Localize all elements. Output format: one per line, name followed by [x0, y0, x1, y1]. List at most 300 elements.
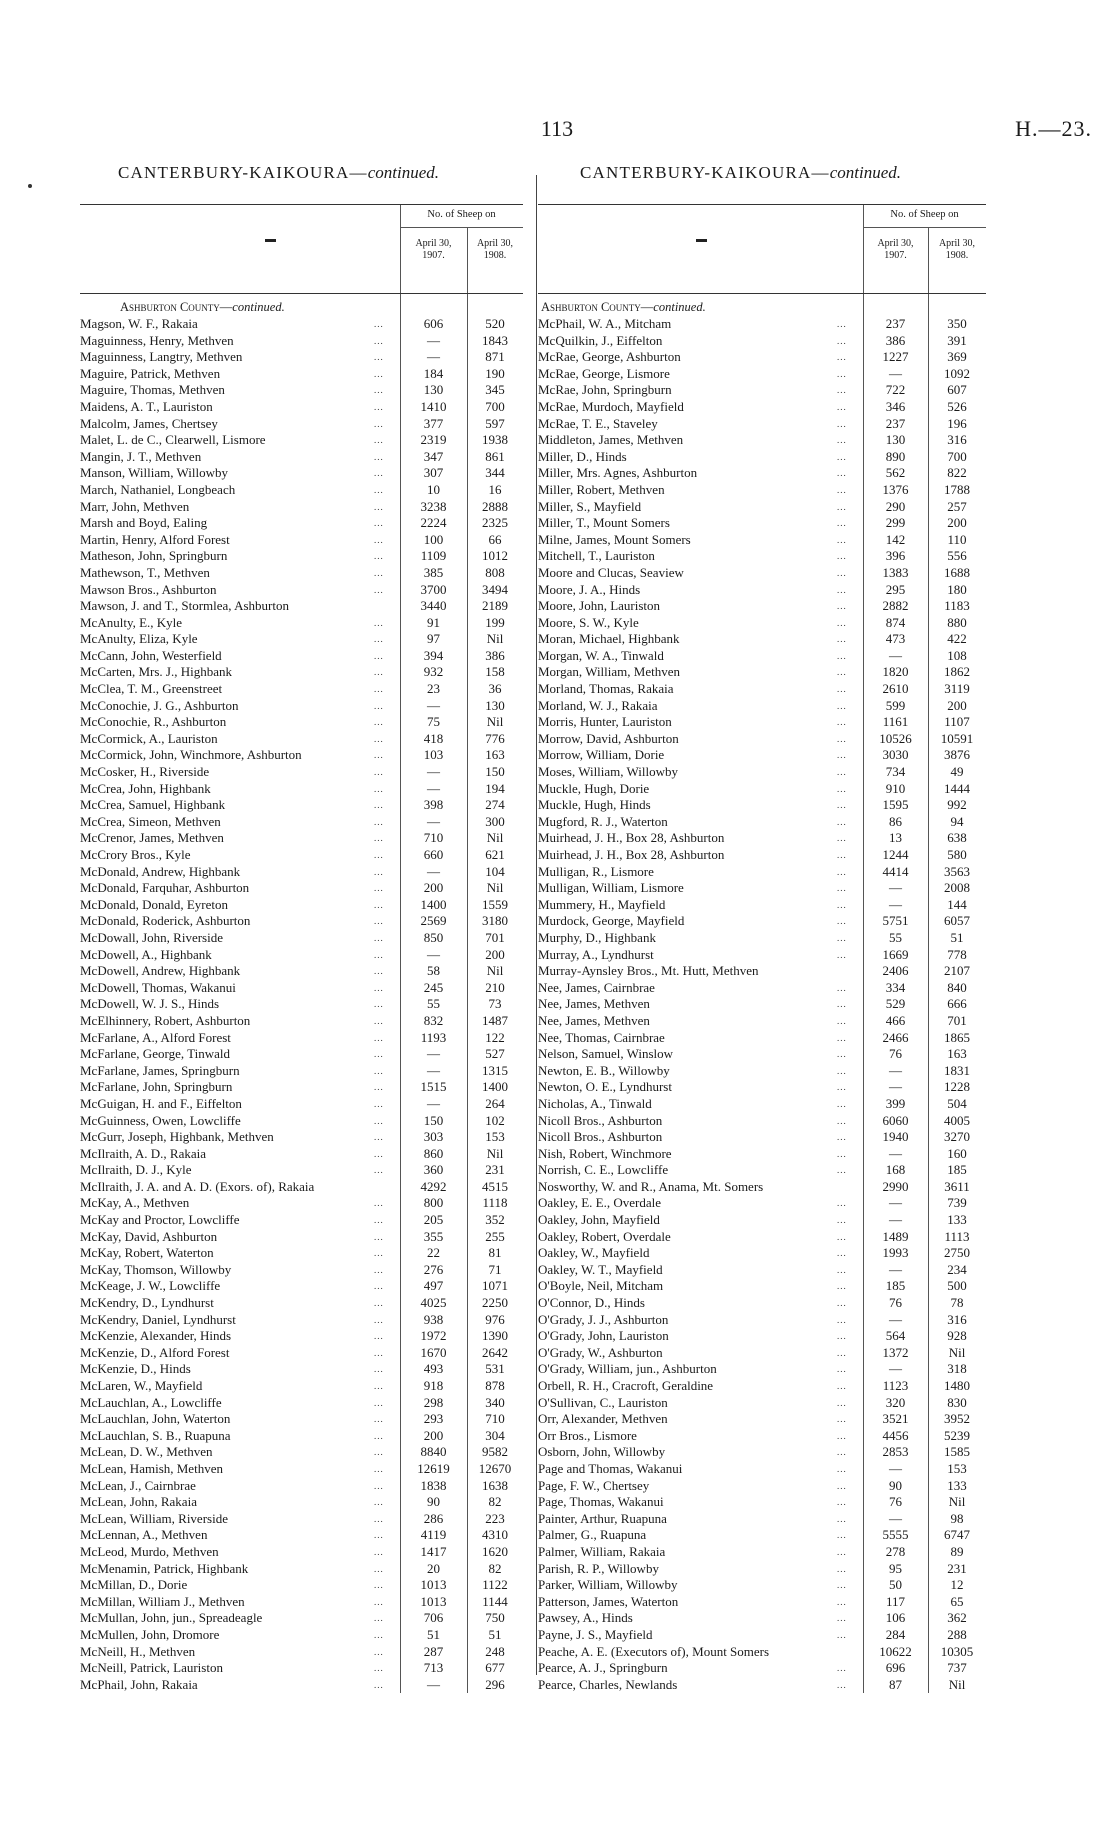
table-row	[80, 1030, 523, 1047]
sheep-1907: —	[889, 1311, 902, 1327]
leader-dots: ...	[837, 634, 847, 645]
sheep-1908: 144	[947, 896, 967, 912]
sheep-1907: 1838	[420, 1477, 447, 1493]
leader-dots: ...	[374, 518, 384, 529]
table-row	[538, 1395, 986, 1412]
sheep-1908: 200	[947, 515, 967, 531]
sheep-1907: 1013	[420, 1577, 447, 1593]
holder-name: Nicholas, A., Tinwald	[538, 1095, 652, 1111]
leader-dots: ...	[837, 932, 847, 943]
sheep-1908: 677	[485, 1660, 505, 1676]
leader-dots: ...	[837, 667, 847, 678]
table-row	[538, 382, 986, 399]
sheep-1908: 210	[485, 979, 505, 995]
leader-dots: ...	[374, 700, 384, 711]
holder-name: Matheson, John, Springburn	[80, 548, 228, 564]
sheep-1908: 82	[488, 1560, 502, 1576]
leader-dots: ...	[837, 1281, 847, 1292]
leader-dots: ...	[837, 1314, 847, 1325]
sheep-1907: 4292	[420, 1178, 447, 1194]
sheep-1908: 1865	[944, 1029, 970, 1045]
leader-dots: ...	[837, 1132, 847, 1143]
holder-name: McKenzie, D., Alford Forest	[80, 1344, 230, 1360]
leader-dots: ...	[374, 866, 384, 877]
sheep-1907: 22	[427, 1245, 440, 1261]
sheep-1907: 2610	[882, 681, 909, 697]
right-header-sheep: No. of Sheep on	[890, 209, 959, 220]
holder-name: Miller, Mrs. Agnes, Ashburton	[538, 465, 698, 481]
sheep-1907: 200	[423, 880, 444, 896]
sheep-1907: 293	[423, 1411, 444, 1427]
sheep-1907: 346	[885, 398, 906, 414]
leader-dots: ...	[374, 1264, 384, 1275]
leader-dots: ...	[374, 1497, 384, 1508]
holder-name: Newton, O. E., Lyndhurst	[538, 1079, 672, 1095]
table-row	[80, 1411, 523, 1428]
sheep-1907: 55	[427, 996, 440, 1012]
sheep-1908: 158	[485, 664, 505, 680]
holder-name: McLean, Hamish, Methven	[80, 1460, 223, 1476]
sheep-1907: 299	[885, 515, 906, 531]
sheep-1908: 12670	[478, 1460, 512, 1476]
sheep-1907: 286	[423, 1510, 444, 1526]
table-row	[538, 465, 986, 482]
sheep-1907: 3521	[882, 1411, 909, 1427]
holder-name: Oakley, John, Mayfield	[538, 1212, 660, 1228]
sheep-1907: 20	[427, 1560, 440, 1576]
leader-dots: ...	[837, 1231, 847, 1242]
sheep-1907: 347	[423, 448, 444, 464]
leader-dots: ...	[374, 883, 384, 894]
table-row	[80, 830, 523, 847]
sheep-1907: —	[889, 880, 902, 896]
table-row	[80, 532, 523, 549]
holder-name: McDonald, Andrew, Highbank	[80, 863, 241, 879]
leader-dots: ...	[837, 717, 847, 728]
sheep-1908: 1144	[482, 1593, 508, 1609]
leader-dots: ...	[837, 783, 847, 794]
holder-name: Payne, J. S., Mayfield	[538, 1626, 653, 1642]
sheep-1908: 2008	[944, 880, 970, 896]
leader-dots: ...	[837, 1546, 847, 1557]
table-row	[80, 714, 523, 731]
holder-name: Mugford, R. J., Waterton	[538, 813, 668, 829]
table-row	[538, 615, 986, 632]
sheep-1908: 345	[485, 382, 505, 398]
holder-name: O'Grady, J. J., Ashburton	[538, 1311, 669, 1327]
table-row	[80, 548, 523, 565]
sheep-1908: 163	[485, 747, 505, 763]
leader-dots: ...	[837, 1298, 847, 1309]
holder-name: Manson, William, Willowby	[80, 465, 228, 481]
table-row	[538, 648, 986, 665]
sheep-1908: 352	[485, 1212, 505, 1228]
table-row	[80, 1312, 523, 1329]
holder-name: McDonald, Farquhar, Ashburton	[80, 880, 250, 896]
table-row	[80, 565, 523, 582]
sheep-1907: 355	[423, 1228, 444, 1244]
sheep-1908: 808	[485, 564, 505, 580]
sheep-1908: 527	[485, 1046, 505, 1062]
holder-name: McDowell, W. J. S., Hinds	[80, 996, 220, 1012]
sheep-1908: 4310	[482, 1527, 508, 1543]
sheep-1907: 2853	[882, 1444, 909, 1460]
holder-name: McGuinness, Owen, Lowcliffe	[80, 1112, 241, 1128]
sheep-1908: 1843	[482, 332, 508, 348]
right-subheading-main: Ashburton County—	[541, 300, 654, 314]
sheep-1908: 976	[485, 1311, 505, 1327]
sheep-1907: —	[889, 365, 902, 381]
holder-name: McDowall, John, Riverside	[80, 929, 223, 945]
sheep-1907: 2882	[882, 598, 909, 614]
table-row	[538, 880, 986, 897]
holder-name: Malet, L. de C., Clearwell, Lismore	[80, 432, 266, 448]
holder-name: Orr, Alexander, Methven	[538, 1411, 668, 1427]
leader-dots: ...	[837, 1629, 847, 1640]
leader-dots: ...	[837, 418, 847, 429]
holder-name: Muckle, Hugh, Hinds	[538, 797, 651, 813]
sheep-1907: 1670	[420, 1344, 447, 1360]
leader-dots: ...	[837, 1248, 847, 1259]
table-row	[538, 1113, 986, 1130]
sheep-1908: 104	[485, 863, 505, 879]
sheep-1908: 200	[485, 946, 505, 962]
sheep-1907: 10	[427, 481, 440, 497]
leader-dots: ...	[837, 1065, 847, 1076]
leader-dots: ...	[374, 1646, 384, 1657]
sheep-1907: —	[427, 1676, 440, 1692]
sheep-1907: 1972	[420, 1328, 447, 1344]
holder-name: McIlraith, A. D., Rakaia	[80, 1145, 206, 1161]
leader-dots: ...	[374, 617, 384, 628]
table-row	[538, 1295, 986, 1312]
holder-name: March, Nathaniel, Longbeach	[80, 481, 236, 497]
holder-name: Maidens, A. T., Lauriston	[80, 398, 213, 414]
sheep-1908: 12	[950, 1577, 964, 1593]
left-table-body	[80, 294, 523, 1693]
table-row	[80, 1079, 523, 1096]
sheep-1908: 130	[485, 697, 505, 713]
leader-dots: ...	[374, 1015, 384, 1026]
sheep-1908: 1390	[482, 1328, 508, 1344]
table-row	[538, 449, 986, 466]
holder-name: Moore, J. A., Hinds	[538, 581, 641, 597]
left-header-year-2: April 30, 1908.	[476, 238, 514, 261]
holder-name: Moses, William, Willowby	[538, 764, 679, 780]
holder-name: Nee, Thomas, Cairnbrae	[538, 1029, 665, 1045]
table-row	[538, 1511, 986, 1528]
sheep-1907: 918	[423, 1378, 444, 1393]
holder-name: Mummery, H., Mayfield	[538, 896, 666, 912]
table-row	[538, 366, 986, 383]
table-row	[80, 1013, 523, 1030]
leader-dots: ...	[374, 1629, 384, 1640]
sheep-1908: 344	[485, 465, 505, 481]
right-heading	[580, 163, 901, 183]
leader-dots: ...	[374, 1215, 384, 1226]
holder-name: Muirhead, J. H., Box 28, Ashburton	[538, 830, 725, 846]
table-row	[538, 830, 986, 847]
sheep-1908: 1183	[944, 598, 970, 614]
holder-name: Murphy, D., Highbank	[538, 929, 656, 945]
sheep-1907: 90	[889, 1477, 902, 1493]
holder-name: McCormick, John, Winchmore, Ashburton	[80, 747, 302, 763]
table-row	[538, 764, 986, 781]
sheep-1907: 320	[885, 1394, 906, 1410]
leader-dots: ...	[837, 352, 847, 363]
table-row	[80, 664, 523, 681]
leader-dots: ...	[837, 451, 847, 462]
sheep-1907: 1109	[420, 548, 447, 564]
leader-dots: ...	[837, 1148, 847, 1159]
leader-dots: ...	[837, 899, 847, 910]
leader-dots: ...	[374, 1447, 384, 1458]
leader-dots: ...	[837, 1115, 847, 1126]
sheep-1908: 122	[485, 1029, 505, 1045]
holder-name: Maguire, Patrick, Methven	[80, 365, 221, 381]
sheep-1907: 385	[423, 564, 444, 580]
sheep-1908: Nil	[486, 714, 504, 730]
table-row	[538, 747, 986, 764]
leader-dots: ...	[374, 567, 384, 578]
sheep-1907: 938	[423, 1311, 444, 1327]
holder-name: Pearce, A. J., Springburn	[538, 1660, 668, 1676]
right-subheading-cont: continued.	[653, 300, 706, 314]
leader-dots: ...	[374, 1115, 384, 1126]
table-row	[80, 1627, 523, 1644]
table-row	[538, 1179, 986, 1196]
sheep-1908: 700	[947, 448, 967, 464]
sheep-1907: 4025	[420, 1295, 447, 1311]
sheep-1907: 3238	[420, 498, 447, 514]
left-heading-main: CANTERBURY-KAIKOURA—	[118, 163, 368, 182]
table-row	[80, 1511, 523, 1528]
holder-name: Morgan, W. A., Tinwald	[538, 647, 664, 663]
leader-dots: ...	[837, 982, 847, 993]
sheep-1908: 822	[947, 465, 967, 481]
leader-dots: ...	[837, 767, 847, 778]
leader-dots: ...	[837, 401, 847, 412]
table-row	[80, 598, 523, 615]
holder-name: McCrory Bros., Kyle	[80, 847, 191, 862]
sheep-1907: 295	[885, 581, 906, 597]
sheep-1908: 3270	[944, 1129, 970, 1145]
holder-name: Milne, James, Mount Somers	[538, 531, 691, 547]
sheep-1907: 497	[423, 1278, 444, 1294]
table-row	[80, 1162, 523, 1179]
table-row	[538, 681, 986, 698]
leader-dots: ...	[374, 418, 384, 429]
sheep-1907: —	[889, 1261, 902, 1277]
sheep-1907: 1489	[882, 1228, 909, 1244]
sheep-1907: —	[889, 896, 902, 912]
sheep-1907: 473	[885, 631, 906, 647]
table-row	[538, 1444, 986, 1461]
sheep-1907: 1123	[882, 1378, 909, 1393]
sheep-1908: 2642	[482, 1344, 508, 1360]
leader-dots: ...	[374, 1480, 384, 1491]
table-row	[80, 631, 523, 648]
sheep-1907: 95	[889, 1560, 902, 1576]
sheep-1908: 102	[485, 1112, 505, 1128]
sheep-1908: 500	[947, 1278, 967, 1294]
sheep-1907: 860	[423, 1145, 444, 1161]
sheep-1907: 2224	[420, 515, 447, 531]
sheep-1907: 284	[885, 1626, 906, 1642]
leader-dots: ...	[837, 949, 847, 960]
holder-name: McMullan, John, jun., Spreadeagle	[80, 1610, 263, 1626]
sheep-1907: 660	[423, 847, 444, 862]
table-row	[80, 1113, 523, 1130]
table-row	[80, 1195, 523, 1212]
holder-name: McFarlane, A., Alford Forest	[80, 1029, 231, 1045]
holder-name: Murdock, George, Mayfield	[538, 913, 685, 929]
table-row	[538, 1644, 986, 1661]
sheep-1908: 288	[947, 1626, 967, 1642]
table-row	[80, 1295, 523, 1312]
holder-name: O'Connor, D., Hinds	[538, 1295, 645, 1311]
holder-name: Painter, Arthur, Ruapuna	[538, 1510, 667, 1526]
sheep-1907: —	[427, 1046, 440, 1062]
sheep-1907: 1013	[420, 1593, 447, 1609]
leader-dots: ...	[374, 401, 384, 412]
table-row	[80, 316, 523, 333]
leader-dots: ...	[837, 551, 847, 562]
holder-name: Nicoll Bros., Ashburton	[538, 1129, 663, 1145]
leader-dots: ...	[837, 1032, 847, 1043]
table-row	[538, 1079, 986, 1096]
sheep-1908: 200	[947, 697, 967, 713]
leader-dots: ...	[837, 850, 847, 860]
holder-name: Marsh and Boyd, Ealing	[80, 515, 208, 531]
sheep-1907: 3700	[420, 581, 447, 597]
sheep-1907: 76	[889, 1494, 902, 1510]
table-row	[80, 1677, 523, 1694]
leader-dots: ...	[374, 501, 384, 512]
sheep-1907: 1515	[420, 1079, 447, 1095]
sheep-1908: 1315	[482, 1062, 508, 1078]
table-row	[538, 847, 986, 864]
leader-dots: ...	[374, 1513, 384, 1524]
leader-dots: ...	[837, 1397, 847, 1408]
sheep-1907: —	[889, 1212, 902, 1228]
sheep-1907: —	[427, 764, 440, 780]
table-row	[538, 316, 986, 333]
table-row	[538, 714, 986, 731]
holder-name: McRae, George, Lismore	[538, 365, 670, 381]
sheep-1907: —	[889, 1361, 902, 1377]
sheep-1908: 880	[947, 614, 967, 630]
leader-dots: ...	[374, 1132, 384, 1143]
sheep-1907: —	[427, 1095, 440, 1111]
sheep-1907: 710	[423, 830, 444, 846]
table-row	[80, 1395, 523, 1412]
sheep-1907: 606	[423, 316, 444, 331]
sheep-1908: 10305	[940, 1643, 974, 1659]
table-row	[538, 1461, 986, 1478]
leader-dots: ...	[374, 684, 384, 695]
holder-name: McCormick, A., Lauriston	[80, 730, 218, 746]
sheep-1908: 871	[485, 349, 505, 365]
holder-name: Mitchell, T., Lauriston	[538, 548, 655, 564]
leader-dots: ...	[837, 518, 847, 529]
leader-dots: ...	[374, 634, 384, 645]
left-table	[80, 204, 523, 1693]
table-row	[80, 1262, 523, 1279]
holder-name: Morland, W. J., Rakaia	[538, 697, 658, 713]
table-row	[80, 1063, 523, 1080]
holder-name: O'Grady, W., Ashburton	[538, 1344, 663, 1360]
sheep-1907: 10622	[879, 1643, 912, 1659]
holder-name: McNeill, Patrick, Lauriston	[80, 1660, 223, 1676]
sheep-1907: 237	[885, 316, 906, 331]
sheep-1907: 529	[885, 996, 906, 1012]
sheep-1908: 98	[950, 1510, 964, 1526]
sheep-1908: 190	[485, 365, 505, 381]
table-row	[80, 864, 523, 881]
holder-name: McKenzie, Alexander, Hinds	[80, 1328, 232, 1344]
sheep-1907: 97	[427, 631, 440, 647]
holder-name: McQuilkin, J., Eiffelton	[538, 332, 663, 348]
table-row	[80, 648, 523, 665]
sheep-1908: 304	[485, 1427, 505, 1443]
right-table	[538, 204, 986, 1693]
holder-name: McKay, Robert, Waterton	[80, 1245, 214, 1261]
table-row	[538, 1030, 986, 1047]
holder-name: McCrea, John, Highbank	[80, 780, 211, 796]
sheep-1907: 2406	[882, 963, 909, 979]
sheep-1907: 6060	[882, 1112, 909, 1128]
sheep-1908: 580	[947, 847, 967, 862]
holder-name: McCosker, H., Riverside	[80, 764, 210, 780]
sheep-1908: 65	[950, 1593, 964, 1609]
sheep-1907: 1244	[882, 847, 909, 862]
holder-name: Pawsey, A., Hinds	[538, 1610, 633, 1626]
sheep-1908: 108	[947, 647, 967, 663]
sheep-1908: 2189	[482, 598, 508, 614]
leader-dots: ...	[837, 1215, 847, 1226]
sheep-1908: 1092	[944, 365, 970, 381]
leader-dots: ...	[837, 700, 847, 711]
page-reference: H.—23.	[1015, 116, 1092, 141]
table-row	[538, 1494, 986, 1511]
sheep-1907: 205	[423, 1212, 444, 1228]
sheep-1908: 153	[485, 1129, 505, 1145]
holder-name: McLean, D. W., Methven	[80, 1444, 213, 1460]
table-row	[80, 698, 523, 715]
holder-name: McFarlane, James, Springburn	[80, 1062, 240, 1078]
sheep-1907: —	[427, 1062, 440, 1078]
leader-dots: ...	[837, 1414, 847, 1425]
table-row	[538, 1063, 986, 1080]
leader-dots: ...	[374, 468, 384, 479]
holder-name: Maguinness, Langtry, Methven	[80, 349, 243, 365]
sheep-1907: —	[889, 1062, 902, 1078]
sheep-1908: 992	[947, 797, 967, 813]
sheep-1907: 706	[423, 1610, 444, 1626]
leader-dots: ...	[837, 1663, 847, 1674]
sheep-1908: 255	[485, 1228, 505, 1244]
holder-name: McLean, J., Cairnbrae	[80, 1477, 196, 1493]
table-row	[538, 1677, 986, 1694]
sheep-1908: 231	[947, 1560, 967, 1576]
sheep-1908: 6057	[944, 913, 970, 929]
holder-name: Nee, James, Methven	[538, 1012, 650, 1028]
holder-name: Oakley, Robert, Overdale	[538, 1228, 671, 1244]
leader-dots: ...	[374, 551, 384, 562]
table-row	[538, 548, 986, 565]
right-heading-cont: continued.	[829, 163, 902, 182]
